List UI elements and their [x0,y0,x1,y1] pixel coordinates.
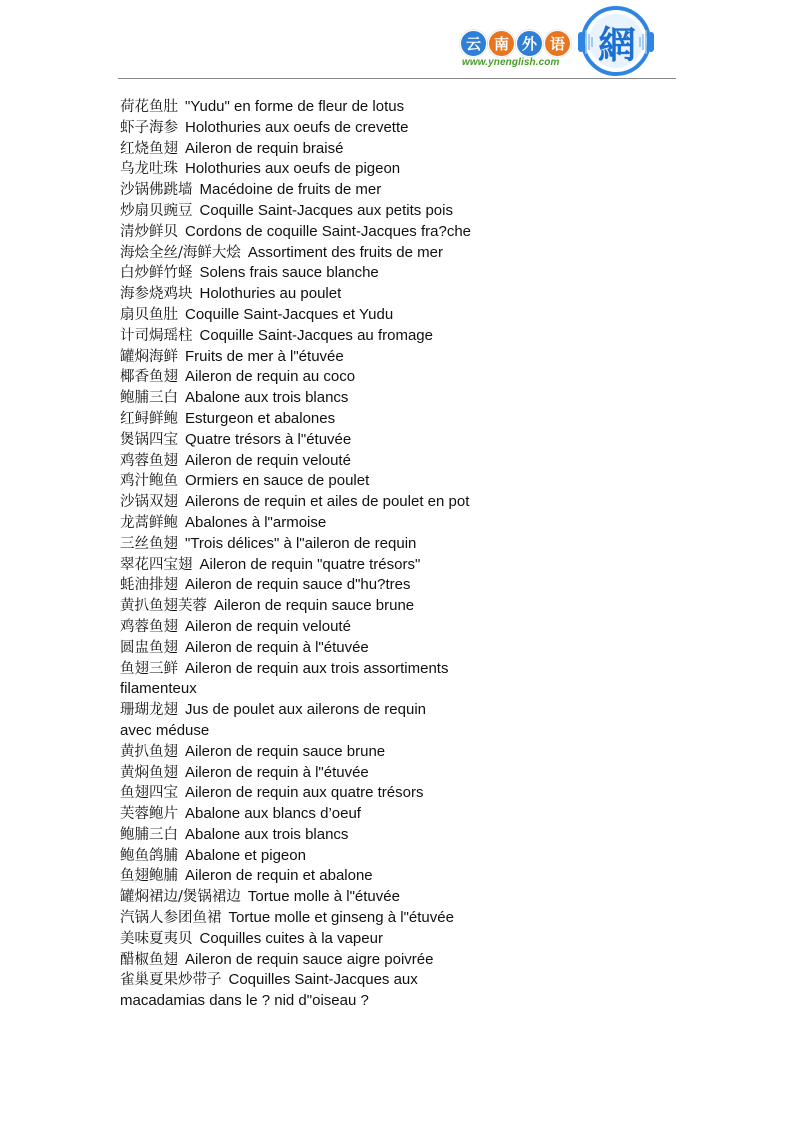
french-dish-name: Aileron de requin sauce aigre poivrée [185,950,434,968]
french-dish-name: Solens frais sauce blanche [199,264,379,282]
chinese-dish-name: 扇贝鱼肚 [120,306,178,323]
french-dish-name: Aileron de requin à l"étuvée [185,638,369,656]
chinese-dish-name: 海烩全丝/海鲜大烩 [120,244,241,261]
chinese-dish-name: 鸡蓉鱼翅 [120,618,178,635]
chinese-dish-name: 乌龙吐珠 [120,161,178,178]
french-dish-name: Ormiers en sauce de poulet [185,472,370,490]
french-dish-name: Coquilles Saint-Jacques aux [228,971,418,989]
french-dish-name: Coquille Saint-Jacques aux petits pois [199,201,453,219]
french-dish-name: "Trois délices" à l"aileron de requin [185,534,417,552]
french-dish-name: Coquille Saint-Jacques au fromage [199,326,433,344]
chinese-dish-name: 红鲟鲜鲍 [120,410,178,427]
menu-entry [120,430,680,451]
menu-entry [120,243,680,264]
french-dish-name: Fruits de mer à l"étuvée [185,347,344,365]
chinese-dish-name: 鲍脯三白 [120,390,178,407]
menu-entry [120,367,680,388]
menu-entry [120,180,680,201]
chinese-dish-name: 虾子海参 [120,119,178,136]
chinese-dish-name: 鱼翅三鲜 [120,660,178,677]
chinese-dish-name: 龙蒿鲜鲍 [120,514,178,531]
chinese-dish-name: 红烧鱼翅 [120,140,178,157]
chinese-dish-name: 翠花四宝翅 [120,556,193,573]
french-dish-name: Aileron de requin à l"étuvée [185,763,369,781]
menu-entry [120,929,680,950]
menu-entry [120,866,680,887]
chinese-dish-name: 清炒鲜贝 [120,223,178,240]
french-dish-name: Esturgeon et abalones [185,409,336,427]
french-dish-name: Tortue molle à l"étuvée [247,888,400,906]
header-divider [118,78,676,79]
logo-characters [460,30,571,57]
chinese-dish-name: 美味夏夷贝 [120,930,193,947]
chinese-dish-name: 圆盅鱼翅 [120,639,178,656]
menu-entry [120,659,680,680]
french-dish-name: Aileron de requin au coco [185,368,356,386]
chinese-dish-name: 白炒鲜竹蛏 [120,265,193,282]
chinese-dish-name: 煲锅四宝 [120,431,178,448]
french-dish-name: Cordons de coquille Saint-Jacques fra?che [185,222,472,240]
menu-entry [120,950,680,971]
menu-entry [120,700,680,721]
menu-entry [120,970,680,991]
french-dish-name: Abalone aux blancs d’oeuf [185,805,361,823]
chinese-dish-name: 罐焖裙边/煲锅裙边 [120,889,241,906]
french-dish-name: Abalone aux trois blancs [185,389,349,407]
menu-entry [120,451,680,472]
chinese-dish-name: 三丝鱼翅 [120,535,178,552]
french-dish-name: Coquille Saint-Jacques et Yudu [185,305,394,323]
chinese-dish-name: 黄扒鱼翅 [120,743,178,760]
french-dish-name-continued: macadamias dans le ? nid d"oiseau ? [120,992,369,1010]
chinese-dish-name: 雀巢夏果炒带子 [120,972,222,989]
chinese-dish-name: 沙锅佛跳墙 [120,182,193,199]
menu-entry [120,201,680,222]
french-dish-name: Abalone et pigeon [185,846,306,864]
menu-entry [120,825,680,846]
chinese-dish-name: 荷花鱼肚 [120,99,178,115]
menu-entry [120,305,680,326]
chinese-dish-name: 椰香鱼翅 [120,369,178,386]
menu-entry [120,575,680,596]
menu-entry [120,222,680,243]
french-dish-name: Holothuries au poulet [199,285,342,303]
menu-entry [120,887,680,908]
chinese-dish-name: 鲍鱼鸽脯 [120,847,178,864]
chinese-dish-name: 炒扇贝豌豆 [120,202,193,219]
menu-entry [120,534,680,555]
french-dish-name: Aileron de requin velouté [185,451,351,469]
chinese-dish-name: 蚝油排翅 [120,577,178,594]
french-dish-name: Tortue molle et ginseng à l"étuvée [228,909,454,927]
menu-entry [120,263,680,284]
logo-char: 云 [460,30,487,57]
chinese-dish-name: 鸡蓉鱼翅 [120,452,178,469]
french-dish-name: Quatre trésors à l"étuvée [185,430,352,448]
menu-entry [120,118,680,139]
menu-entry [120,617,680,638]
menu-entry [120,596,680,617]
chinese-dish-name: 黄扒鱼翅芙蓉 [120,598,207,615]
chinese-dish-name: 计司焗瑶柱 [120,327,193,344]
menu-entry [120,638,680,659]
chinese-dish-name: 海参烧鸡块 [120,286,193,303]
french-dish-name: Ailerons de requin et ailes de poulet en pot [185,493,470,511]
menu-entry [120,471,680,492]
chinese-dish-name: 沙锅双翅 [120,494,178,511]
menu-entry [120,804,680,825]
french-dish-name: Assortiment des fruits de mer [247,243,443,261]
menu-entry [120,742,680,763]
menu-entry [120,97,680,118]
french-dish-name: Aileron de requin aux trois assortiments [185,659,449,677]
logo-url: www.ynenglish.com [462,57,560,68]
menu-entry [120,159,680,180]
menu-entry [120,513,680,534]
french-dish-name: Abalone aux trois blancs [185,825,349,843]
french-dish-name: Aileron de requin sauce brune [185,742,386,760]
french-dish-name: Aileron de requin "quatre trésors" [199,555,421,573]
french-dish-name: Abalones à l"armoise [185,513,327,531]
menu-entry [120,846,680,867]
chinese-dish-name: 罐焖海鲜 [120,348,178,365]
logo-char: 南 [488,30,515,57]
menu-entry [120,347,680,368]
french-dish-name-continued: filamenteux [120,680,197,698]
menu-entry [120,388,680,409]
french-dish-name: Aileron de requin et abalone [185,867,373,885]
logo-big-char: 網 [597,21,636,67]
menu-entry [120,326,680,347]
french-dish-name: Jus de poulet aux ailerons de requin [185,701,426,719]
french-dish-name: Aileron de requin sauce d"hu?tres [185,576,411,594]
french-dish-name: Holothuries aux oeufs de pigeon [185,160,401,178]
chinese-dish-name: 珊瑚龙翅 [120,702,178,719]
logo-char: 外 [516,30,543,57]
chinese-dish-name: 鱼翅鲍脯 [120,868,178,885]
chinese-dish-name: 鱼翅四宝 [120,785,178,802]
french-dish-name: Aileron de requin braisé [185,139,344,157]
french-dish-name: "Yudu" en forme de fleur de lotus [185,98,405,115]
menu-entry [120,284,680,305]
menu-entry [120,908,680,929]
french-dish-name: Aileron de requin aux quatre trésors [185,784,424,802]
chinese-dish-name: 黄焖鱼翅 [120,764,178,781]
menu-list [120,97,680,1012]
chinese-dish-name: 鲍脯三白 [120,826,178,843]
french-dish-name: Coquilles cuites à la vapeur [199,929,383,947]
menu-entry [120,783,680,804]
chinese-dish-name: 芙蓉鲍片 [120,806,178,823]
menu-entry [120,409,680,430]
site-logo[interactable] [458,4,668,78]
menu-entry [120,763,680,784]
menu-entry [120,139,680,160]
french-dish-name: Holothuries aux oeufs de crevette [185,118,409,136]
chinese-dish-name: 汽锅人参团鱼裙 [120,910,222,927]
french-dish-name: Aileron de requin velouté [185,617,351,635]
french-dish-name: Aileron de requin sauce brune [214,597,415,615]
french-dish-name: Macédoine de fruits de mer [199,181,382,199]
logo-char: 语 [544,30,571,57]
menu-entry [120,555,680,576]
menu-entry [120,492,680,513]
chinese-dish-name: 鸡汁鲍鱼 [120,473,178,490]
chinese-dish-name: 醋椒鱼翅 [120,951,178,968]
french-dish-name-continued: avec méduse [120,721,210,739]
